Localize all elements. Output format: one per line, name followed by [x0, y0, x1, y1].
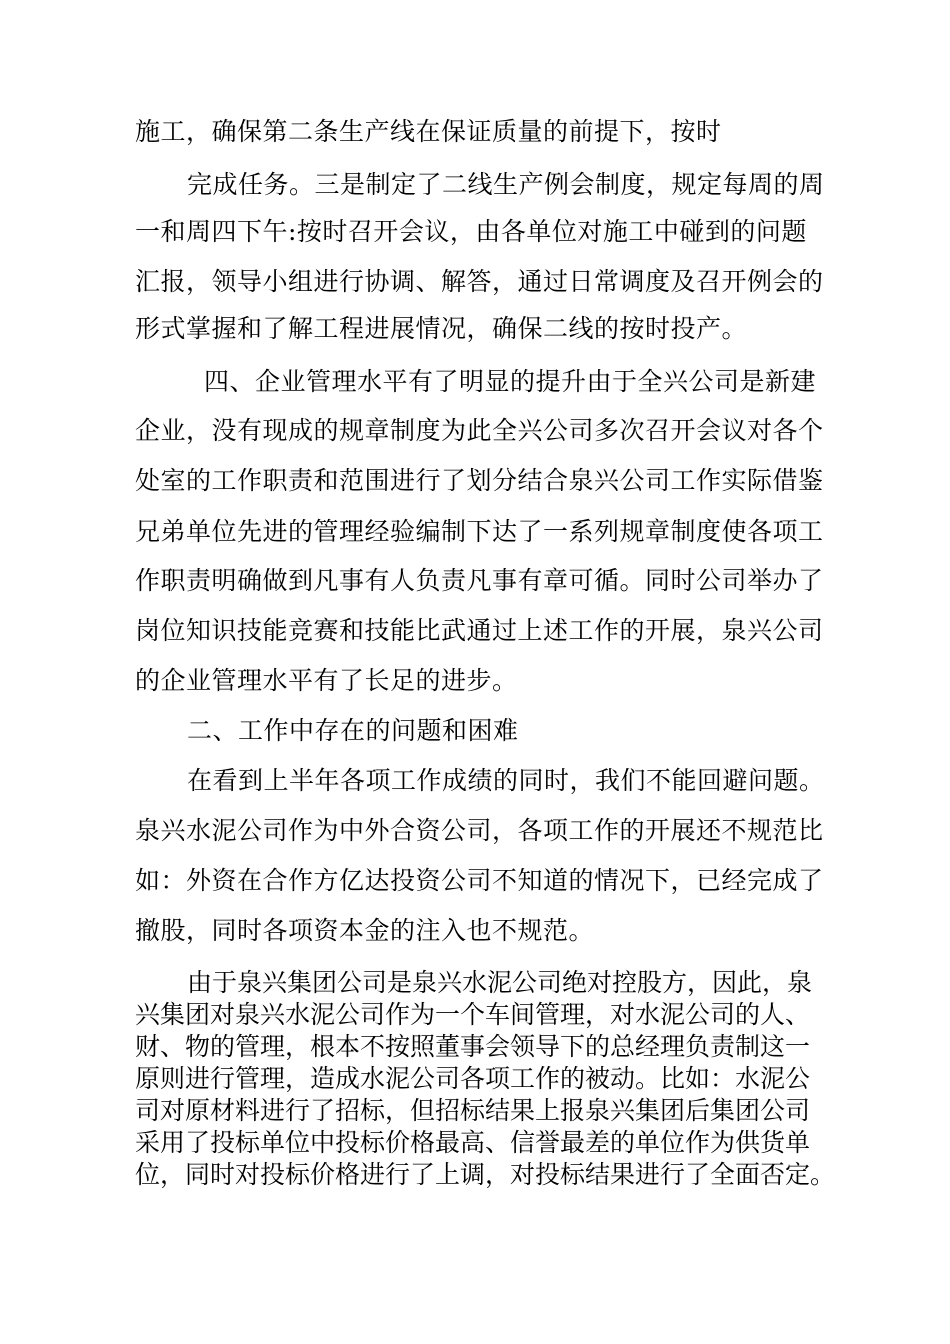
- text-line: 施工，确保第二条生产线在保证质量的前提下，按时: [135, 117, 722, 146]
- text-line: 完成任务。三是制定了二线生产例会制度，规定每周的周: [187, 170, 825, 199]
- text-line: 一和周四下午:按时召开会议，由各单位对施工中碰到的问题: [135, 217, 807, 246]
- text-line: 处室的工作职责和范围进行了划分结合泉兴公司工作实际借鉴: [135, 466, 824, 495]
- text-line: 位，同时对投标价格进行了上调，对投标结果进行了全面否定。: [135, 1160, 836, 1189]
- text-line: 兴集团对泉兴水泥公司作为一个车间管理，对水泥公司的人、: [135, 1000, 811, 1029]
- text-line: 的企业管理水平有了长足的进步。: [135, 666, 518, 695]
- text-line: 作职责明确做到凡事有人负责凡事有章可循。同时公司举办了: [135, 566, 824, 595]
- text-line: 泉兴水泥公司作为中外合资公司，各项工作的开展还不规范比: [135, 816, 824, 845]
- text-line: 形式掌握和了解工程进展情况，确保二线的按时投产。: [135, 314, 748, 343]
- text-line: 岗位知识技能竞赛和技能比武通过上述工作的开展，泉兴公司: [135, 616, 824, 645]
- text-line: 兄弟单位先进的管理经验编制下达了一系列规章制度使各项工: [135, 517, 824, 546]
- section-heading: 四、企业管理水平有了明显的提升由于全兴公司是新建: [204, 367, 817, 396]
- text-line: 企业，没有现成的规章制度为此全兴公司多次召开会议对各个: [135, 416, 824, 445]
- text-line: 由于泉兴集团公司是泉兴水泥公司绝对控股方，因此，泉: [187, 968, 813, 997]
- section-heading: 二、工作中存在的问题和困难: [187, 716, 519, 745]
- text-line: 如：外资在合作方亿达投资公司不知道的情况下，已经完成了: [135, 866, 824, 895]
- text-line: 采用了投标单位中投标价格最高、信誉最差的单位作为供货单: [135, 1128, 811, 1157]
- text-line: 撤股，同时各项资本金的注入也不规范。: [135, 916, 595, 945]
- text-line: 司对原材料进行了招标，但招标结果上报泉兴集团后集团公司: [135, 1096, 811, 1125]
- text-line: 原则进行管理，造成水泥公司各项工作的被动。比如：水泥公: [135, 1064, 811, 1093]
- text-line: 在看到上半年各项工作成绩的同时，我们不能回避问题。: [187, 766, 825, 795]
- text-line: 财、物的管理，根本不按照董事会领导下的总经理负责制这一: [135, 1032, 811, 1061]
- text-line: 汇报，领导小组进行协调、解答，通过日常调度及召开例会的: [135, 267, 824, 296]
